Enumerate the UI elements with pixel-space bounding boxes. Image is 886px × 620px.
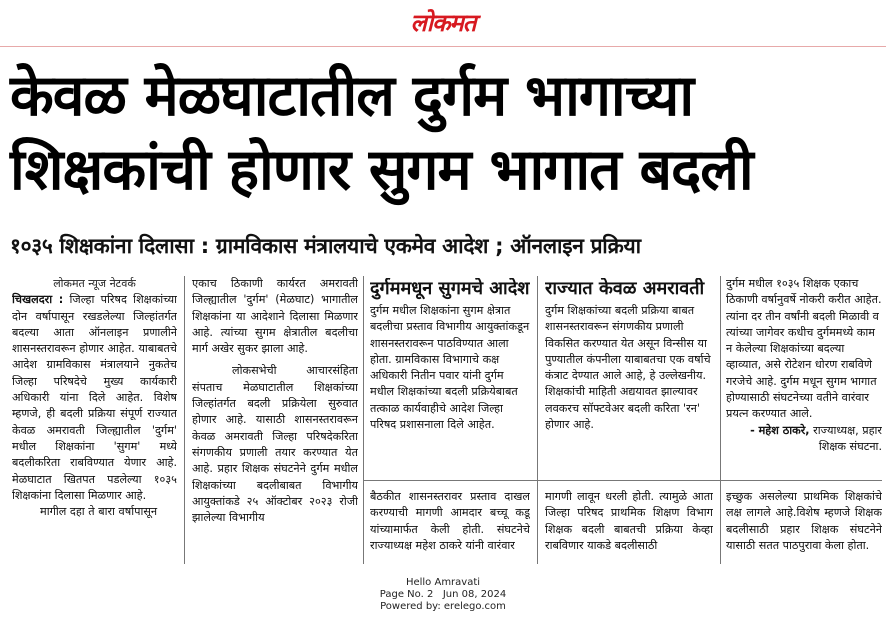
subheadline: १०३५ शिक्षकांना दिलासा : ग्रामविकास मंत्रालयाचे एकमेव आदेश ; ऑनलाइन प्रक्रिया: [10, 234, 641, 258]
quote-signature-name: - महेश ठाकरे,: [750, 423, 810, 437]
column-divider: [363, 276, 364, 564]
article-column-2: [192, 276, 358, 566]
headline-line-1: केवळ मेळघाटातील दुर्गम भागाच्या: [10, 63, 694, 129]
column-2-paragraph-1: एकाच ठिकाणी कार्यरत अमरावती जिल्ह्यातील 'दुर्गम' (मेळघाट) भागातील शिक्षकांना या आदेशाने दिलासा मिळणार आहे. त्यांच्या सुगम क्षेत्रातील बदलीचा मार्ग अखेर सुकर झाला आहे.: [192, 277, 358, 356]
column-divider: [537, 276, 538, 564]
sidebar-box-amravati-text: दुर्गम शिक्षकांच्या बदली प्रक्रिया बाबत शासनस्तरावरून संगणकीय प्रणाली विकसित करण्यात येत असून विन्सीस या पुण्यातील कंपनीला याबाबतचा एक वर्षाचे कंत्राट देण्यात आले आहे, हे उल्लेखनीय. शिक्षकांची माहिती अद्ययावत झाल्यावर लवकरच सॉफ्टवेअर बदली करिता 'रन' होणार आहे.: [545, 304, 711, 432]
column-1-paragraph-1: जिल्हा परिषद शिक्षकांच्या दोन वर्षापासून रखडलेल्या जिल्हांतर्गत बदल्या आता ऑनलाइन प्रणालीने शासनस्तरावरून होणार आहेत. याबाबतचे आदेश ग्रामविकास मंत्रालयाने नुकतेच जिल्हा परिषदेचे मुख्य कार्यकारी अधिकारी यांना दिले आहेत. विशेष म्हणजे, ही बदली प्रक्रिया संपूर्ण राज्यात केवळ अमरावती जिल्ह्यातील 'दुर्गम' मधील शिक्षकांना 'सुगम' मध्ये बदलीकरिता राबविण्यात येणार आहे. मेळघाटात खितपत पडलेल्या १०३५ शिक्षकांना दिलासा मिळणार आहे.: [12, 293, 177, 502]
masthead: [0, 0, 886, 47]
quote-box: [726, 276, 882, 476]
footer-powered: Powered by: erelego.com: [380, 601, 506, 612]
page-footer: [0, 577, 886, 613]
column-1-paragraph-2: मागील दहा ते बारा वर्षापासून: [40, 505, 158, 519]
sidebar-box-durgam-text: दुर्गम मधील शिक्षकांना सुगम क्षेत्रात बदलीचा प्रस्ताव विभागीय आयुक्तांकडून शासनस्तरावरून पाठविण्यात आला होता. ग्रामविकास विभागाचे कक्ष अधिकारी नितीन पवार यांनी दुर्गम मधील शिक्षकांच्या बदली प्रक्रियेबाबत तत्काळ कार्यवाहीचे आदेश जिल्हा परिषद प्रशासनाला दिले आहेत.: [370, 304, 530, 432]
lokmat-logo: लोकमत: [410, 8, 476, 37]
footer-date: Jun 08, 2024: [442, 589, 507, 600]
column-divider: [720, 276, 721, 564]
sidebar-box-amravati: [545, 278, 713, 473]
article-column-3-continuation: बैठकीत शासनस्तरावर प्रस्ताव दाखल करण्याची मागणी आमदार बच्चू कडू यांच्यामार्फत केली होती. संघटनेचे राज्याध्यक्ष महेश ठाकरे यांनी वारंवार: [370, 490, 530, 552]
footer-page: Page No. 2: [379, 589, 434, 600]
article-column-1: [12, 276, 177, 566]
column-2-paragraph-2: लोकसभेची आचारसंहिता संपताच मेळघाटातील शिक्षकांच्या जिल्हांतर्गत बदली प्रक्रियेला सुरुवात होणार आहे. यासाठी शासनस्तरावरून केवळ अमरावती जिल्हा परिषदेकरिता संगणकीय प्रणाली तयार करण्यात येत आहे. प्रहार शिक्षक संघटनेने दुर्गम मधील शिक्षकांच्या बदलीबाबत विभागीय आयुक्तांकडे २५ ऑक्टोबर २०२३ रोजी झालेल्या विभागीय: [192, 364, 358, 525]
quote-signature-role: राज्याध्यक्ष, प्रहार शिक्षक संघटना.: [813, 423, 882, 453]
footer-edition: Hello Amravati: [405, 577, 481, 588]
headline-line-2: शिक्षकांची होणार सुगम भागात बदली: [10, 137, 753, 203]
box-bottom-rule: [364, 480, 882, 481]
article-column-4-continuation: मागणी लावून धरली होती. त्यामुळे आता जिल्हा परिषद प्राथमिक शिक्षण विभाग शिक्षक बदली बाबतची प्रक्रिया केव्हा राबविणार याकडे बदलीसाठी: [545, 490, 713, 552]
dateline: चिखलदरा :: [12, 293, 64, 307]
column-divider: [184, 276, 185, 564]
quote-text: दुर्गम मधील १०३५ शिक्षक एकाच ठिकाणी वर्षानुवर्षे नोकरी करीत आहेत. त्यांना दर तीन वर्षांनी बदली मिळावी व त्यांच्या जागेवर कधीच दुर्गममध्ये काम न केलेल्या शिक्षकांच्या बदल्या व्हाव्यात, असे रोटेशन धोरण राबविणे गरजेचे आहे. दुर्गम मधून सुगम भागात होण्यासाठी संघटनेच्या वतीने वारंवार प्रयत्न करण्यात आले.: [726, 277, 882, 421]
sidebar-box-durgam: [370, 278, 530, 473]
sidebar-box-amravati-heading: राज्यात केवळ अमरावती: [545, 278, 705, 299]
article-column-5-continuation: इच्छुक असलेल्या प्राथमिक शिक्षकांचे लक्ष लागले आहे.विशेष म्हणजे शिक्षक बदलीसाठी प्रहार शिक्षक संघटनेने यासाठी सतत पाठपुरावा केला होता.: [726, 490, 882, 552]
sidebar-box-durgam-heading: दुर्गममधून सुगमचे आदेश: [370, 278, 530, 299]
byline: लोकमत न्यूज नेटवर्क: [53, 277, 136, 290]
